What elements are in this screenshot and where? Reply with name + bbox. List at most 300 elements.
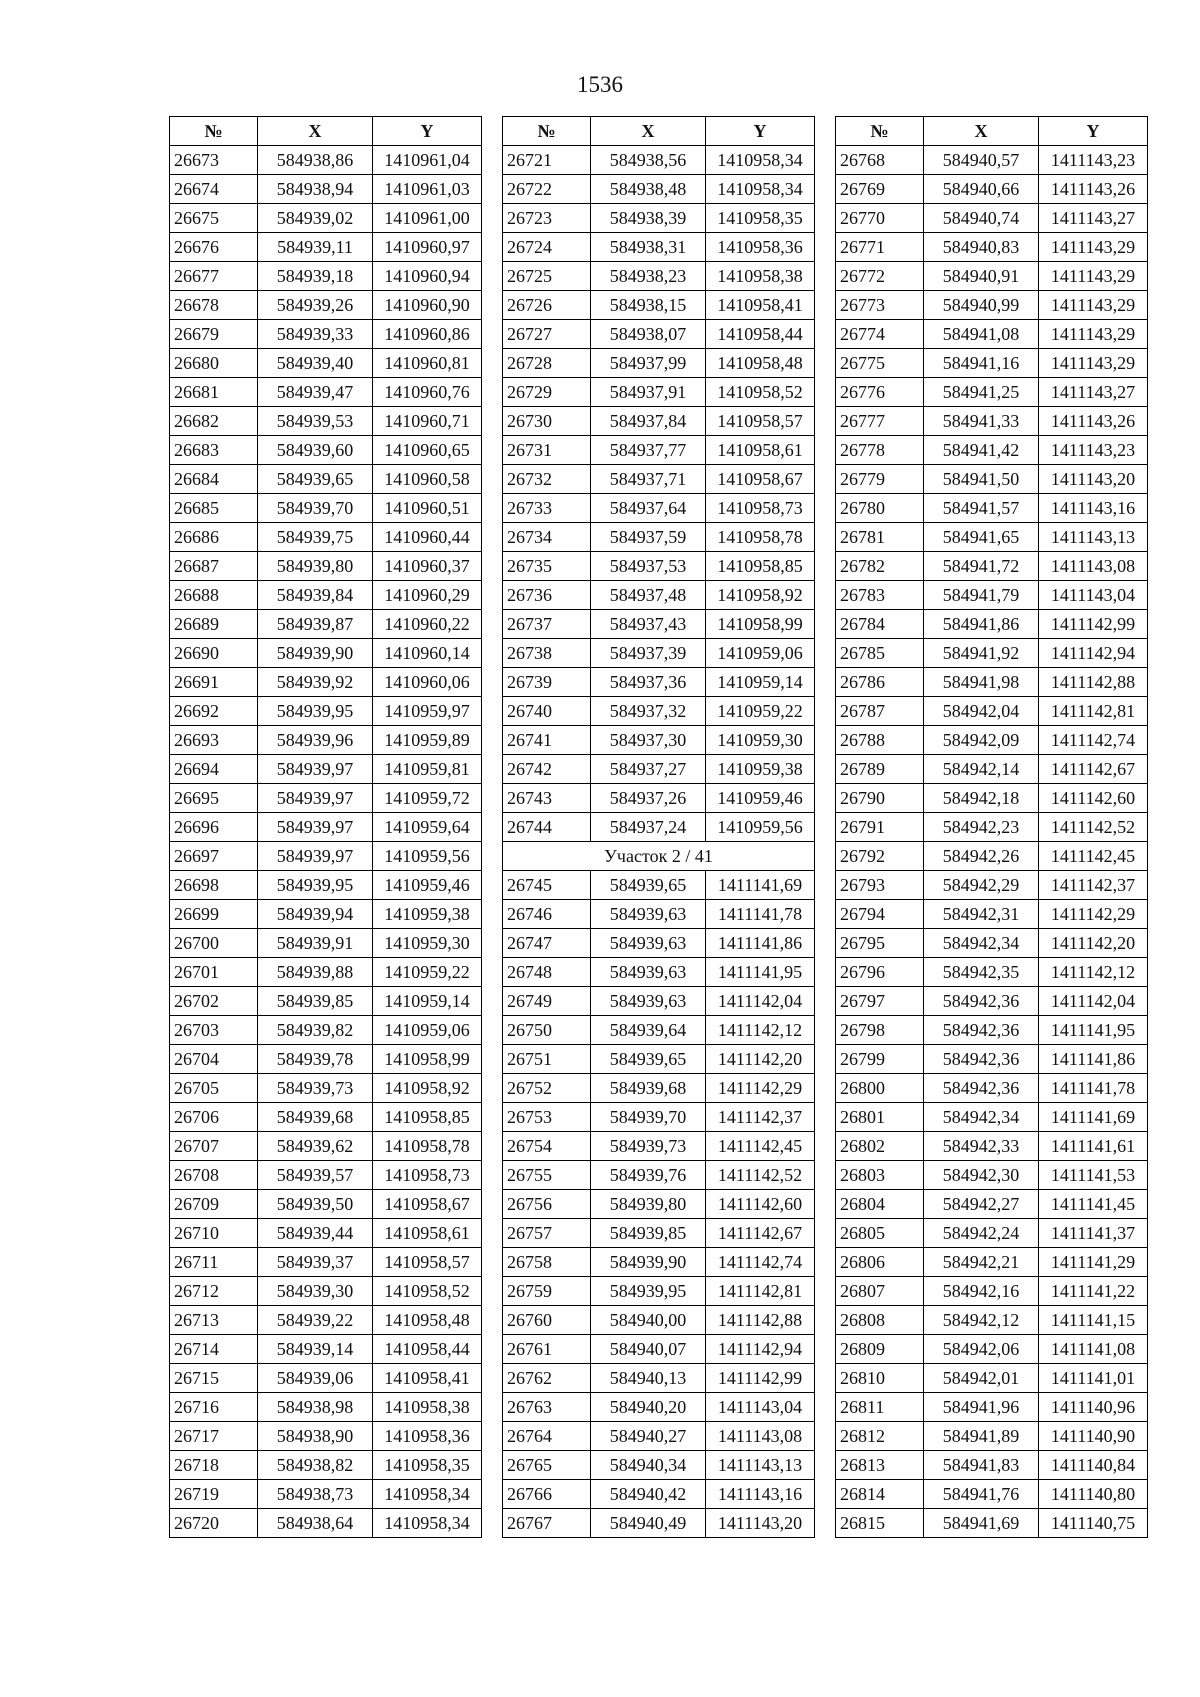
table-row [503,987,815,1016]
point-number-cell: 26719 [170,1480,258,1509]
y-coordinate-cell: 1411142,12 [706,1016,815,1045]
x-coordinate-cell: 584939,22 [258,1306,373,1335]
x-coordinate-cell: 584939,63 [591,900,706,929]
y-coordinate-cell: 1410958,35 [706,204,815,233]
table-row [170,1074,482,1103]
point-number-cell: 26754 [503,1132,591,1161]
x-coordinate-cell: 584942,33 [924,1132,1039,1161]
y-coordinate-cell: 1410958,73 [373,1161,482,1190]
x-coordinate-cell: 584941,83 [924,1451,1039,1480]
table-row [836,755,1148,784]
table-row [836,1161,1148,1190]
table-row [503,697,815,726]
table-row [170,1219,482,1248]
y-coordinate-cell: 1411143,16 [1039,494,1148,523]
y-coordinate-cell: 1410960,06 [373,668,482,697]
y-coordinate-cell: 1410959,30 [373,929,482,958]
y-coordinate-cell: 1411141,61 [1039,1132,1148,1161]
point-number-cell: 26796 [836,958,924,987]
y-coordinate-cell: 1411142,99 [706,1364,815,1393]
point-number-cell: 26721 [503,146,591,175]
x-coordinate-cell: 584938,73 [258,1480,373,1509]
x-coordinate-cell: 584942,34 [924,929,1039,958]
point-number-cell: 26787 [836,697,924,726]
y-coordinate-cell: 1411143,13 [706,1451,815,1480]
table-row [836,639,1148,668]
point-number-cell: 26684 [170,465,258,494]
x-coordinate-cell: 584938,15 [591,291,706,320]
table-row [170,1364,482,1393]
x-coordinate-cell: 584939,97 [258,755,373,784]
y-coordinate-cell: 1410958,41 [706,291,815,320]
y-coordinate-cell: 1410958,61 [706,436,815,465]
table-row [503,436,815,465]
y-coordinate-cell: 1411143,23 [1039,146,1148,175]
y-coordinate-cell: 1411143,13 [1039,523,1148,552]
table-row [170,378,482,407]
y-coordinate-cell: 1410958,52 [706,378,815,407]
x-coordinate-cell: 584941,79 [924,581,1039,610]
x-coordinate-cell: 584942,36 [924,1074,1039,1103]
table-row [170,1480,482,1509]
y-coordinate-cell: 1411142,04 [1039,987,1148,1016]
point-number-cell: 26744 [503,813,591,842]
x-coordinate-cell: 584939,84 [258,581,373,610]
point-number-cell: 26764 [503,1422,591,1451]
table-row [503,610,815,639]
x-coordinate-cell: 584940,20 [591,1393,706,1422]
x-coordinate-cell: 584942,29 [924,871,1039,900]
point-number-cell: 26786 [836,668,924,697]
x-coordinate-cell: 584937,27 [591,755,706,784]
table-row [170,929,482,958]
x-coordinate-cell: 584941,96 [924,1393,1039,1422]
section-row [503,842,815,871]
table-row [503,1161,815,1190]
x-coordinate-cell: 584939,02 [258,204,373,233]
table-row [836,1393,1148,1422]
x-coordinate-cell: 584939,14 [258,1335,373,1364]
y-coordinate-cell: 1410960,76 [373,378,482,407]
y-coordinate-cell: 1411143,26 [1039,407,1148,436]
y-coordinate-cell: 1411142,81 [1039,697,1148,726]
point-number-cell: 26679 [170,320,258,349]
header-y: Y [1039,117,1148,146]
table-row [836,436,1148,465]
y-coordinate-cell: 1411143,08 [1039,552,1148,581]
x-coordinate-cell: 584942,30 [924,1161,1039,1190]
point-number-cell: 26729 [503,378,591,407]
y-coordinate-cell: 1411142,29 [706,1074,815,1103]
point-number-cell: 26681 [170,378,258,407]
table-row [836,407,1148,436]
x-coordinate-cell: 584937,24 [591,813,706,842]
table-row [503,929,815,958]
table-row [836,1306,1148,1335]
point-number-cell: 26699 [170,900,258,929]
table-header-row [503,117,815,146]
x-coordinate-cell: 584937,43 [591,610,706,639]
y-coordinate-cell: 1411142,74 [1039,726,1148,755]
y-coordinate-cell: 1410959,72 [373,784,482,813]
table-row [836,175,1148,204]
table-row [170,1132,482,1161]
point-number-cell: 26742 [503,755,591,784]
x-coordinate-cell: 584939,60 [258,436,373,465]
x-coordinate-cell: 584942,36 [924,1016,1039,1045]
point-number-cell: 26688 [170,581,258,610]
y-coordinate-cell: 1410960,97 [373,233,482,262]
y-coordinate-cell: 1410960,90 [373,291,482,320]
x-coordinate-cell: 584939,96 [258,726,373,755]
y-coordinate-cell: 1411142,52 [1039,813,1148,842]
x-coordinate-cell: 584941,16 [924,349,1039,378]
point-number-cell: 26675 [170,204,258,233]
x-coordinate-cell: 584939,85 [258,987,373,1016]
point-number-cell: 26814 [836,1480,924,1509]
y-coordinate-cell: 1410958,34 [706,146,815,175]
header-number: № [503,117,591,146]
table-row [836,262,1148,291]
point-number-cell: 26739 [503,668,591,697]
point-number-cell: 26713 [170,1306,258,1335]
y-coordinate-cell: 1411141,08 [1039,1335,1148,1364]
table-row [836,1219,1148,1248]
table-row [170,175,482,204]
point-number-cell: 26769 [836,175,924,204]
x-coordinate-cell: 584942,31 [924,900,1039,929]
table-row [836,871,1148,900]
x-coordinate-cell: 584940,49 [591,1509,706,1538]
point-number-cell: 26747 [503,929,591,958]
x-coordinate-cell: 584939,63 [591,958,706,987]
point-number-cell: 26674 [170,175,258,204]
table-row [170,610,482,639]
table-row [836,494,1148,523]
y-coordinate-cell: 1410959,97 [373,697,482,726]
x-coordinate-cell: 584938,23 [591,262,706,291]
x-coordinate-cell: 584941,42 [924,436,1039,465]
y-coordinate-cell: 1410959,22 [706,697,815,726]
x-coordinate-cell: 584938,94 [258,175,373,204]
x-coordinate-cell: 584939,78 [258,1045,373,1074]
y-coordinate-cell: 1411143,04 [706,1393,815,1422]
point-number-cell: 26798 [836,1016,924,1045]
x-coordinate-cell: 584939,85 [591,1219,706,1248]
coordinates-table-1 [169,116,482,1538]
y-coordinate-cell: 1410959,81 [373,755,482,784]
y-coordinate-cell: 1411143,16 [706,1480,815,1509]
y-coordinate-cell: 1411143,29 [1039,291,1148,320]
y-coordinate-cell: 1411141,69 [1039,1103,1148,1132]
point-number-cell: 26736 [503,581,591,610]
table-row [836,1190,1148,1219]
table-row [836,320,1148,349]
point-number-cell: 26746 [503,900,591,929]
x-coordinate-cell: 584939,76 [591,1161,706,1190]
y-coordinate-cell: 1411143,23 [1039,436,1148,465]
point-number-cell: 26700 [170,929,258,958]
y-coordinate-cell: 1410958,78 [373,1132,482,1161]
x-coordinate-cell: 584938,56 [591,146,706,175]
y-coordinate-cell: 1410958,67 [373,1190,482,1219]
table-row [503,668,815,697]
point-number-cell: 26765 [503,1451,591,1480]
point-number-cell: 26735 [503,552,591,581]
point-number-cell: 26768 [836,146,924,175]
y-coordinate-cell: 1410959,30 [706,726,815,755]
table-row [836,1509,1148,1538]
table-row [836,987,1148,1016]
x-coordinate-cell: 584941,72 [924,552,1039,581]
point-number-cell: 26732 [503,465,591,494]
point-number-cell: 26780 [836,494,924,523]
point-number-cell: 26698 [170,871,258,900]
x-coordinate-cell: 584939,44 [258,1219,373,1248]
point-number-cell: 26813 [836,1451,924,1480]
table-row [170,436,482,465]
y-coordinate-cell: 1411141,01 [1039,1364,1148,1393]
y-coordinate-cell: 1410959,22 [373,958,482,987]
x-coordinate-cell: 584942,01 [924,1364,1039,1393]
table-row [170,1509,482,1538]
point-number-cell: 26777 [836,407,924,436]
table-row [503,755,815,784]
point-number-cell: 26775 [836,349,924,378]
point-number-cell: 26741 [503,726,591,755]
table-row [836,784,1148,813]
x-coordinate-cell: 584939,75 [258,523,373,552]
x-coordinate-cell: 584939,63 [591,929,706,958]
table-row [503,1306,815,1335]
table-row [836,1016,1148,1045]
table-row [503,726,815,755]
point-number-cell: 26797 [836,987,924,1016]
x-coordinate-cell: 584940,91 [924,262,1039,291]
point-number-cell: 26783 [836,581,924,610]
x-coordinate-cell: 584940,13 [591,1364,706,1393]
table-row [836,668,1148,697]
table-row [836,929,1148,958]
x-coordinate-cell: 584939,70 [258,494,373,523]
y-coordinate-cell: 1410959,14 [373,987,482,1016]
y-coordinate-cell: 1411142,74 [706,1248,815,1277]
x-coordinate-cell: 584940,00 [591,1306,706,1335]
point-number-cell: 26680 [170,349,258,378]
y-coordinate-cell: 1411142,20 [1039,929,1148,958]
y-coordinate-cell: 1411143,29 [1039,320,1148,349]
point-number-cell: 26799 [836,1045,924,1074]
x-coordinate-cell: 584937,36 [591,668,706,697]
point-number-cell: 26677 [170,262,258,291]
point-number-cell: 26779 [836,465,924,494]
x-coordinate-cell: 584940,42 [591,1480,706,1509]
table-row [836,1103,1148,1132]
y-coordinate-cell: 1411141,37 [1039,1219,1148,1248]
y-coordinate-cell: 1411143,27 [1039,204,1148,233]
table-row [503,494,815,523]
y-coordinate-cell: 1411143,27 [1039,378,1148,407]
y-coordinate-cell: 1411140,75 [1039,1509,1148,1538]
x-coordinate-cell: 584939,65 [591,871,706,900]
x-coordinate-cell: 584938,39 [591,204,706,233]
x-coordinate-cell: 584940,07 [591,1335,706,1364]
x-coordinate-cell: 584942,06 [924,1335,1039,1364]
table-row [836,958,1148,987]
table-row [170,146,482,175]
table-row [503,320,815,349]
point-number-cell: 26800 [836,1074,924,1103]
point-number-cell: 26726 [503,291,591,320]
y-coordinate-cell: 1410959,64 [373,813,482,842]
table-row [503,1480,815,1509]
x-coordinate-cell: 584939,90 [591,1248,706,1277]
y-coordinate-cell: 1410959,56 [706,813,815,842]
point-number-cell: 26715 [170,1364,258,1393]
x-coordinate-cell: 584937,64 [591,494,706,523]
y-coordinate-cell: 1411142,45 [706,1132,815,1161]
x-coordinate-cell: 584939,97 [258,842,373,871]
y-coordinate-cell: 1411143,29 [1039,233,1148,262]
header-x: X [591,117,706,146]
table-row [503,1045,815,1074]
x-coordinate-cell: 584942,34 [924,1103,1039,1132]
point-number-cell: 26795 [836,929,924,958]
point-number-cell: 26693 [170,726,258,755]
table-row [836,146,1148,175]
x-coordinate-cell: 584941,08 [924,320,1039,349]
table-row [503,639,815,668]
point-number-cell: 26751 [503,1045,591,1074]
y-coordinate-cell: 1410958,48 [373,1306,482,1335]
point-number-cell: 26803 [836,1161,924,1190]
y-coordinate-cell: 1410959,89 [373,726,482,755]
y-coordinate-cell: 1411142,94 [1039,639,1148,668]
x-coordinate-cell: 584941,86 [924,610,1039,639]
x-coordinate-cell: 584938,90 [258,1422,373,1451]
table-row [503,1132,815,1161]
point-number-cell: 26812 [836,1422,924,1451]
table-row [836,378,1148,407]
x-coordinate-cell: 584939,06 [258,1364,373,1393]
point-number-cell: 26801 [836,1103,924,1132]
table-row [170,1161,482,1190]
y-coordinate-cell: 1411143,29 [1039,262,1148,291]
x-coordinate-cell: 584941,25 [924,378,1039,407]
table-row [170,320,482,349]
x-coordinate-cell: 584942,27 [924,1190,1039,1219]
table-row [503,784,815,813]
table-row [836,1422,1148,1451]
x-coordinate-cell: 584942,21 [924,1248,1039,1277]
y-coordinate-cell: 1410961,00 [373,204,482,233]
point-number-cell: 26808 [836,1306,924,1335]
table-row [836,1480,1148,1509]
y-coordinate-cell: 1411141,15 [1039,1306,1148,1335]
x-coordinate-cell: 584942,16 [924,1277,1039,1306]
point-number-cell: 26773 [836,291,924,320]
table-row [836,523,1148,552]
point-number-cell: 26697 [170,842,258,871]
header-x: X [924,117,1039,146]
y-coordinate-cell: 1411142,60 [706,1190,815,1219]
point-number-cell: 26727 [503,320,591,349]
point-number-cell: 26815 [836,1509,924,1538]
table-row [503,581,815,610]
table-row [170,233,482,262]
y-coordinate-cell: 1411141,78 [1039,1074,1148,1103]
y-coordinate-cell: 1410961,03 [373,175,482,204]
x-coordinate-cell: 584939,18 [258,262,373,291]
y-coordinate-cell: 1410959,38 [706,755,815,784]
table-row [503,900,815,929]
point-number-cell: 26785 [836,639,924,668]
y-coordinate-cell: 1411142,20 [706,1045,815,1074]
point-number-cell: 26778 [836,436,924,465]
point-number-cell: 26748 [503,958,591,987]
point-number-cell: 26706 [170,1103,258,1132]
point-number-cell: 26790 [836,784,924,813]
y-coordinate-cell: 1411140,80 [1039,1480,1148,1509]
x-coordinate-cell: 584939,80 [258,552,373,581]
table-row [503,552,815,581]
x-coordinate-cell: 584942,24 [924,1219,1039,1248]
y-coordinate-cell: 1410958,85 [706,552,815,581]
x-coordinate-cell: 584939,73 [591,1132,706,1161]
x-coordinate-cell: 584939,57 [258,1161,373,1190]
y-coordinate-cell: 1410961,04 [373,146,482,175]
y-coordinate-cell: 1411142,67 [1039,755,1148,784]
x-coordinate-cell: 584939,37 [258,1248,373,1277]
point-number-cell: 26730 [503,407,591,436]
point-number-cell: 26696 [170,813,258,842]
x-coordinate-cell: 584939,97 [258,813,373,842]
point-number-cell: 26740 [503,697,591,726]
point-number-cell: 26705 [170,1074,258,1103]
point-number-cell: 26770 [836,204,924,233]
y-coordinate-cell: 1411142,88 [706,1306,815,1335]
point-number-cell: 26701 [170,958,258,987]
point-number-cell: 26716 [170,1393,258,1422]
x-coordinate-cell: 584937,26 [591,784,706,813]
table-row [503,175,815,204]
x-coordinate-cell: 584939,90 [258,639,373,668]
y-coordinate-cell: 1410960,86 [373,320,482,349]
table-row [836,1074,1148,1103]
x-coordinate-cell: 584938,48 [591,175,706,204]
x-coordinate-cell: 584940,83 [924,233,1039,262]
y-coordinate-cell: 1410960,71 [373,407,482,436]
table-row [170,1016,482,1045]
y-coordinate-cell: 1411141,69 [706,871,815,900]
point-number-cell: 26750 [503,1016,591,1045]
table-row [836,1277,1148,1306]
point-number-cell: 26794 [836,900,924,929]
table-row [170,1451,482,1480]
table-row [503,1393,815,1422]
point-number-cell: 26695 [170,784,258,813]
x-coordinate-cell: 584941,50 [924,465,1039,494]
table-row [170,523,482,552]
x-coordinate-cell: 584938,98 [258,1393,373,1422]
y-coordinate-cell: 1410958,85 [373,1103,482,1132]
x-coordinate-cell: 584937,59 [591,523,706,552]
y-coordinate-cell: 1410958,78 [706,523,815,552]
point-number-cell: 26734 [503,523,591,552]
y-coordinate-cell: 1411140,90 [1039,1422,1148,1451]
table-row [836,291,1148,320]
table-row [503,1335,815,1364]
